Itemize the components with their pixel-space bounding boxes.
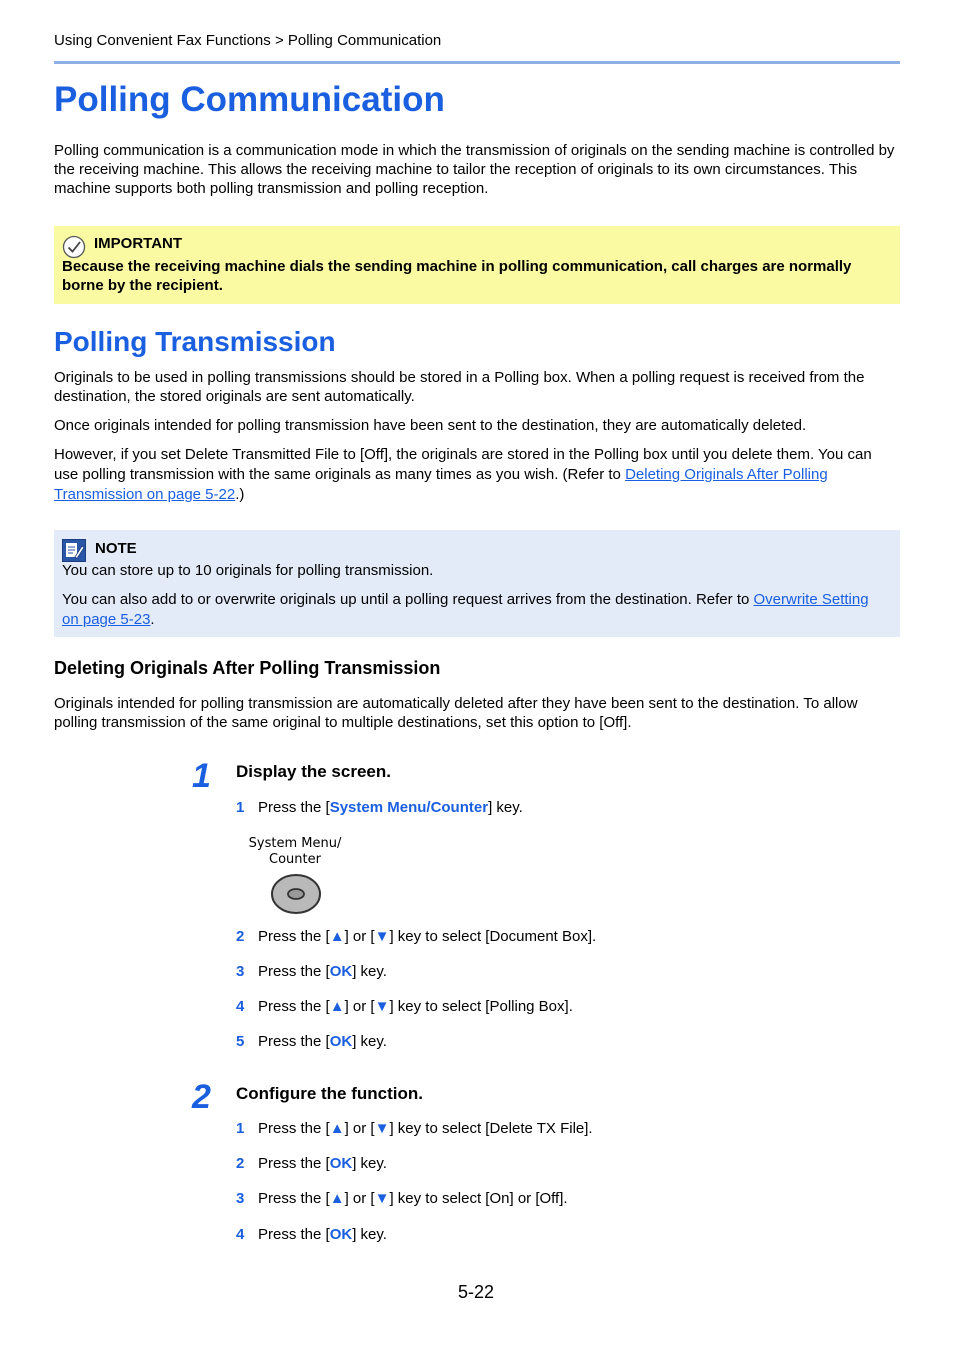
deleting-originals-link[interactable]: Deleting Originals After Polling Transmission on page 5-22 [54,466,828,503]
sub-step-text: ] or [ [344,1120,375,1137]
note-text-end: . [150,611,155,628]
section-paragraph-2: Once originals intended for polling transmission have been sent to the destination, they are automatically deleted. [54,417,807,434]
sub-step-number: 2 [236,1155,245,1172]
down-arrow-icon: ▼ [374,1120,390,1137]
section-paragraph-1: Originals to be used in polling transmissions should be stored in a Polling box. When a polling request is received from the destination, the stored originals are sent automatically. [54,369,865,405]
sub-step-text: ] key. [352,1155,387,1172]
sub-step-text: ] key to select [Document Box]. [389,928,597,945]
ok-key-label: OK [329,1033,353,1050]
note-line-1: You can store up to 10 originals for polling transmission. [62,562,434,579]
sub-step-text: Press the [ [258,928,330,945]
sub-step-text: Press the [ [258,799,330,816]
paragraph-text: However, if you set Delete Transmitted File to [Off], the originals are stored in the Polling box until you delete them. You can use polling transmission with the same originals as many times as you wish. (Refer to [54,446,872,483]
system-menu-key-icon [270,873,322,915]
step-title: Display the screen. [236,762,391,781]
sub-step [236,1226,387,1246]
sub-step [236,799,523,819]
note-text: You can also add to or overwrite originals up until a polling request arrives from the destination. Refer to [62,591,754,608]
ok-key-label: OK [329,1226,353,1243]
sub-step-text: Press the [ [258,1190,330,1207]
sub-step [236,1155,387,1175]
important-text: Because the receiving machine dials the sending machine in polling communication, call charges are normally borne by the recipient. [62,258,852,294]
sub-step-number: 4 [236,1226,245,1243]
step-number: 2 [192,1078,211,1116]
sub-step-number: 1 [236,799,245,816]
sub-step [236,1033,387,1053]
sub-step-number: 2 [236,928,245,945]
important-box [54,226,900,304]
section-paragraph-3 [54,445,900,505]
paragraph-text-end: .) [235,486,245,503]
sub-step-text: ] key to select [On] or [Off]. [389,1190,568,1207]
note-line-2 [62,590,882,630]
sub-step-text: Press the [ [258,1033,330,1050]
subsection-title: Deleting Originals After Polling Transmission [54,658,441,678]
important-label: IMPORTANT [94,235,183,252]
page-title: Polling Communication [54,80,445,119]
sub-step-text: ] key. [488,799,523,816]
sub-step-number: 5 [236,1033,245,1050]
step-title: Configure the function. [236,1084,423,1103]
sub-step-text: ] key to select [Polling Box]. [389,998,573,1015]
sub-step-text: Press the [ [258,1226,330,1243]
sub-step-text: ] key. [352,963,387,980]
sub-step [236,1120,593,1140]
system-menu-counter-key-label: System Menu/Counter [329,799,489,816]
sub-step [236,998,573,1018]
breadcrumb: Using Convenient Fax Functions > Polling Communication [54,32,442,49]
sub-step-text: Press the [ [258,998,330,1015]
step-number: 1 [192,757,211,795]
key-illustration-label [247,836,343,868]
down-arrow-icon: ▼ [374,998,390,1015]
overwrite-setting-link[interactable]: Overwrite Setting on page 5-23 [62,591,869,628]
sub-step-number: 3 [236,963,245,980]
header-rule [54,61,900,64]
ok-key-label: OK [329,1155,353,1172]
sub-step-number: 1 [236,1120,245,1137]
sub-step-text: ] or [ [344,928,375,945]
page-number: 5-22 [458,1282,495,1302]
subsection-paragraph: Originals intended for polling transmission are automatically deleted after they have been sent to the destination. To allow polling transmission of the same original to multiple destinations, set this option to [Off]. [54,695,858,731]
sub-step-text: Press the [ [258,1155,330,1172]
down-arrow-icon: ▼ [374,928,390,945]
intro-paragraph: Polling communication is a communication mode in which the transmission of originals on the sending machine is controlled by the receiving machine. This allows the receiving machine to tailor the reception of originals to its own circumstances. This machine supports both polling transmission and polling reception. [54,142,895,197]
sub-step [236,963,387,983]
sub-step-text: ] or [ [344,1190,375,1207]
sub-step [236,928,596,948]
sub-step [236,1190,568,1210]
up-arrow-icon: ▲ [329,1120,345,1137]
sub-step-text: ] or [ [344,998,375,1015]
sub-step-text: Press the [ [258,1120,330,1137]
note-pen-icon [62,539,86,562]
checkmark-icon [62,235,86,259]
sub-step-text: ] key to select [Delete TX File]. [389,1120,593,1137]
key-label-line-1: System Menu/ [248,836,342,851]
down-arrow-icon: ▼ [374,1190,390,1207]
sub-step-number: 3 [236,1190,245,1207]
ok-key-label: OK [329,963,353,980]
section-title: Polling Transmission [54,326,336,357]
up-arrow-icon: ▲ [329,998,345,1015]
note-box [54,530,900,637]
sub-step-text: Press the [ [258,963,330,980]
sub-step-text: ] key. [352,1226,387,1243]
up-arrow-icon: ▲ [329,928,345,945]
note-label: NOTE [95,540,137,557]
sub-step-text: ] key. [352,1033,387,1050]
key-label-line-2: Counter [269,852,321,867]
sub-step-number: 4 [236,998,245,1015]
up-arrow-icon: ▲ [329,1190,345,1207]
